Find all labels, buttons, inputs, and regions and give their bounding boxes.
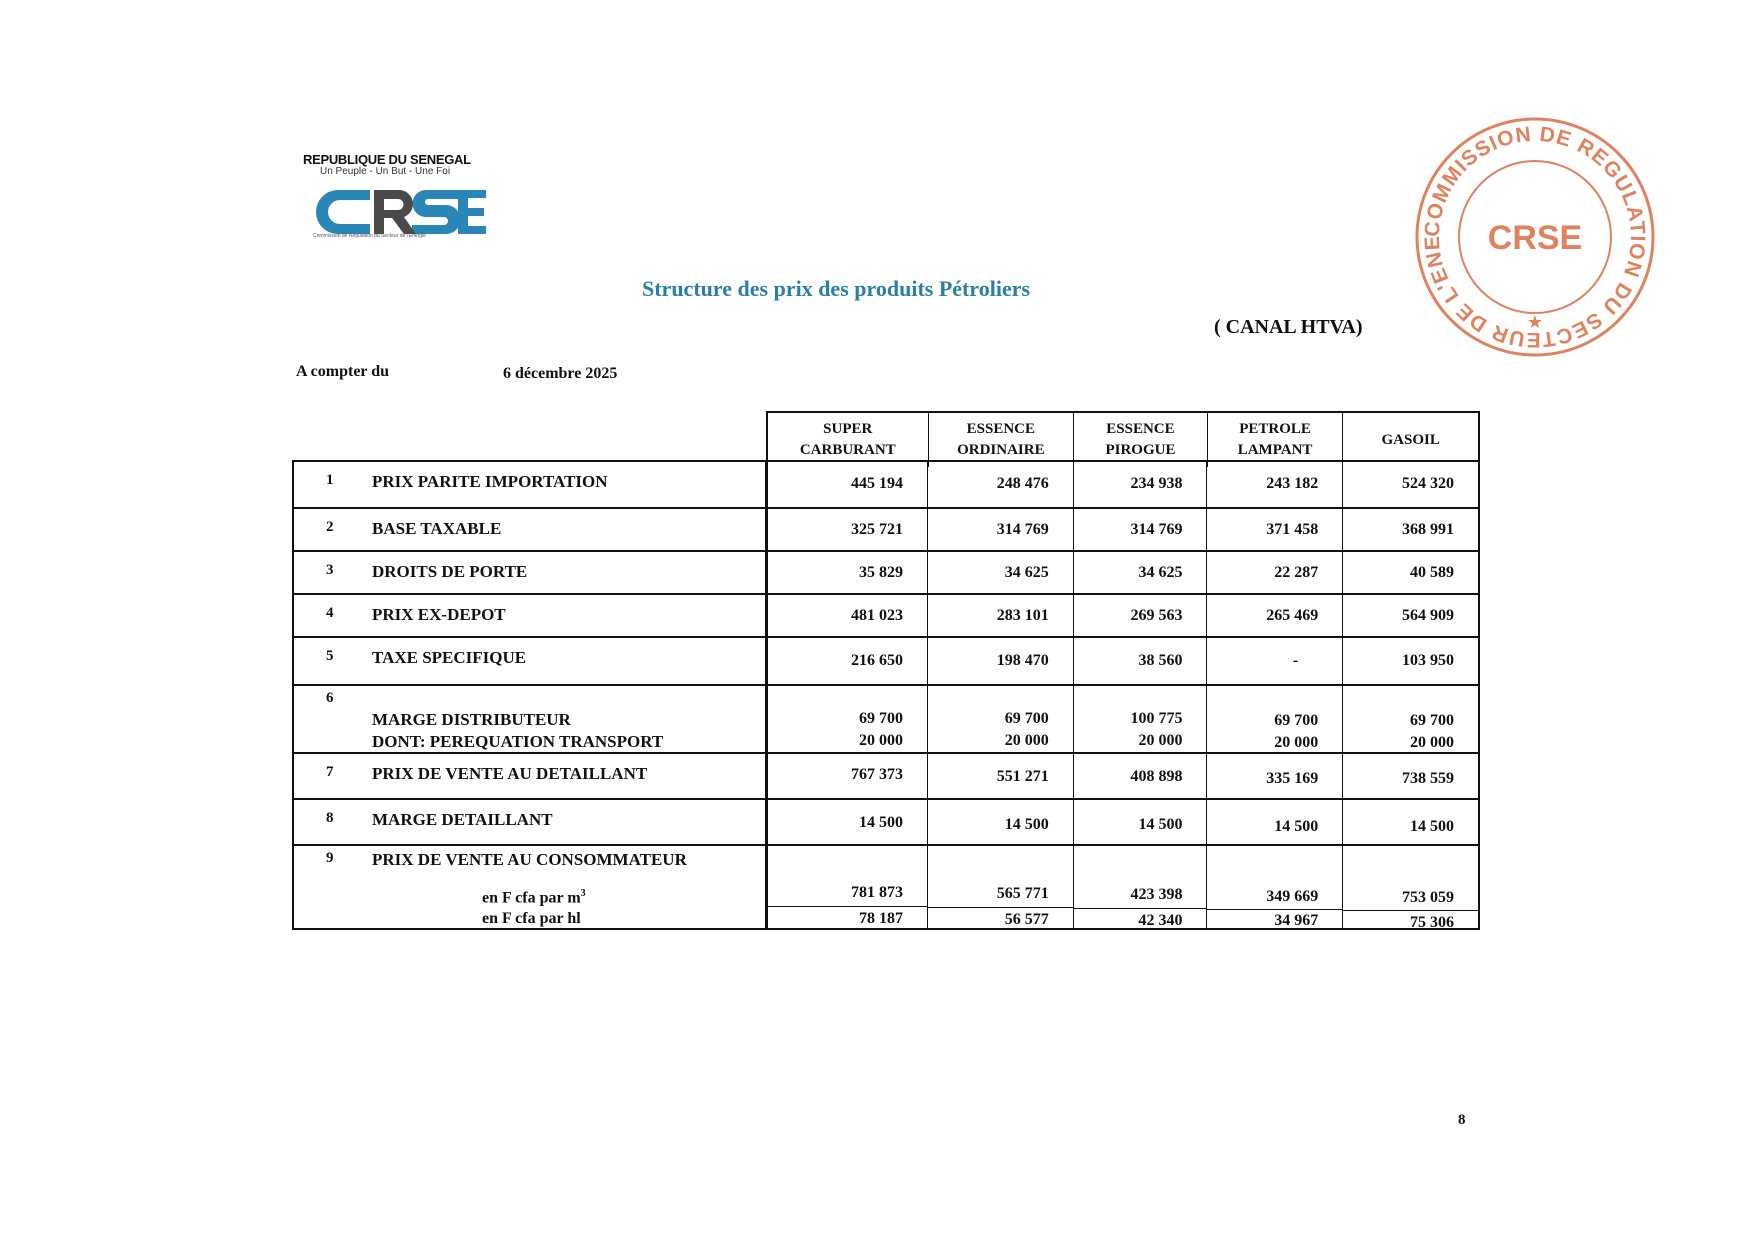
row-label-cell: [294, 595, 767, 636]
row-number: 5: [326, 648, 334, 664]
stamp-ring-text: COMMISSION DE REGULATION DU SECTEUR DE L'ENE: [1420, 122, 1650, 352]
row-label-cell: [294, 846, 767, 928]
value-cell: 216 650: [767, 638, 927, 684]
table-row: [294, 507, 1478, 550]
row-label: PRIX PARITE IMPORTATION: [372, 472, 608, 491]
value-cell: 423 398 42 340: [1073, 846, 1207, 928]
row-label-cell: [294, 552, 767, 593]
column-header: ESSENCE ORDINAIRE: [928, 413, 1074, 467]
date-label: A compter du: [296, 363, 390, 380]
column-header: ESSENCE PIROGUE: [1073, 413, 1207, 467]
value-cell: 269 563: [1073, 595, 1207, 636]
price-table: [292, 460, 1480, 930]
stamp-star-icon: ★: [1526, 312, 1544, 332]
row-label: MARGE DISTRIBUTEUR: [372, 710, 571, 729]
value-cell: 551 271: [927, 754, 1073, 798]
value-cell: 69 700 20 000: [1342, 686, 1478, 752]
value-cell: 69 700 20 000: [927, 686, 1073, 752]
value-cell: 14 500: [1073, 800, 1207, 844]
row-number: 3: [326, 562, 334, 578]
value-cell: 100 775 20 000: [1073, 686, 1207, 752]
value-cell: 14 500: [767, 800, 927, 844]
row-number: 1: [326, 472, 334, 488]
value-cell: 69 700 20 000: [1206, 686, 1342, 752]
row-label-cell: [294, 686, 767, 752]
value-cell: 283 101: [927, 595, 1073, 636]
value-cell: 371 458: [1206, 509, 1342, 550]
row-label: TAXE SPECIFIQUE: [372, 648, 527, 667]
table-row: [294, 593, 1478, 636]
row-number: 2: [326, 519, 334, 535]
column-header: SUPER CARBURANT: [799, 421, 896, 458]
table-row: [294, 462, 1478, 507]
unit-label-hl: en F cfa par hl: [482, 910, 581, 927]
header-motto: Un Peuple - Un But - Une Foi: [320, 166, 451, 177]
row-label-cell: [294, 462, 767, 507]
row-number: 7: [326, 764, 334, 780]
value-cell: 767 373: [767, 754, 927, 798]
date-value: 6 décembre 2025: [503, 365, 618, 382]
value-cell: 248 476: [927, 462, 1073, 507]
crse-stamp: [1410, 112, 1660, 367]
value-cell: 243 182: [1206, 462, 1342, 507]
value-cell: 753 059 75 306: [1342, 846, 1478, 928]
row-label-cell: [294, 800, 767, 844]
row-label: DROITS DE PORTE: [372, 562, 528, 581]
table-row: [294, 752, 1478, 798]
value-cell: -: [1206, 638, 1342, 684]
value-cell: 34 625: [927, 552, 1073, 593]
value-cell: 781 873 78 187: [767, 846, 927, 928]
value-cell: 22 287: [1206, 552, 1342, 593]
row-label: PRIX EX-DEPOT: [372, 605, 506, 624]
value-cell: 234 938: [1073, 462, 1207, 507]
value-cell: 565 771 56 577: [927, 846, 1073, 928]
value-cell: 368 991: [1342, 509, 1478, 550]
table-row: [294, 844, 1478, 931]
table-row: [294, 636, 1478, 684]
row-label: BASE TAXABLE: [372, 519, 502, 538]
value-cell: 14 500: [927, 800, 1073, 844]
column-header: GASOIL: [1342, 413, 1478, 467]
value-cell: 314 769: [927, 509, 1073, 550]
value-cell: 325 721: [767, 509, 927, 550]
row-label-cell: [294, 754, 767, 798]
value-cell: 103 950: [1342, 638, 1478, 684]
value-cell: 265 469: [1206, 595, 1342, 636]
row-number: 4: [326, 605, 334, 621]
value-cell: 524 320: [1342, 462, 1478, 507]
value-cell: 14 500: [1206, 800, 1342, 844]
header-country: REPUBLIQUE DU SENEGAL: [303, 152, 471, 167]
table-column-headers: [766, 411, 1480, 467]
value-cell: 34 625: [1073, 552, 1207, 593]
canal-label: ( CANAL HTVA): [1214, 316, 1363, 338]
value-cell: 408 898: [1073, 754, 1207, 798]
value-cell: 35 829: [767, 552, 927, 593]
value-cell: 564 909: [1342, 595, 1478, 636]
row-number: 8: [326, 810, 334, 826]
row-label: PRIX DE VENTE AU DETAILLANT: [372, 764, 648, 783]
column-header: PETROLE LAMPANT: [1207, 413, 1343, 467]
logo-subtitle: Commission de Régulation du Secteur de l'Energie: [313, 233, 426, 239]
row-number: 6: [326, 690, 334, 706]
page-number: 8: [1458, 1112, 1466, 1128]
value-cell: 738 559: [1342, 754, 1478, 798]
value-cell: 481 023: [767, 595, 927, 636]
row-label-cell: [294, 638, 767, 684]
row-label: MARGE DETAILLANT: [372, 810, 553, 829]
stamp-center-text: CRSE: [1487, 219, 1583, 257]
value-cell: 40 589: [1342, 552, 1478, 593]
value-cell: 69 700 20 000: [767, 686, 927, 752]
value-cell: 38 560: [1073, 638, 1207, 684]
row-sublabel: DONT: PEREQUATION TRANSPORT: [372, 732, 664, 751]
value-cell: 14 500: [1342, 800, 1478, 844]
page-title: Structure des prix des produits Pétroliers: [642, 276, 1031, 301]
value-cell: 335 169: [1206, 754, 1342, 798]
value-cell: 314 769: [1073, 509, 1207, 550]
value-cell: 349 669 34 967: [1206, 846, 1342, 928]
row-number: 9: [326, 850, 334, 866]
table-row: [294, 684, 1478, 752]
row-label-cell: [294, 509, 767, 550]
table-row: [294, 798, 1478, 844]
table-row: [294, 550, 1478, 593]
value-cell: 198 470: [927, 638, 1073, 684]
unit-label-m3: en F cfa par $m^3$: [482, 888, 586, 907]
value-cell: 445 194: [767, 462, 927, 507]
row-label: PRIX DE VENTE AU CONSOMMATEUR: [372, 850, 687, 869]
